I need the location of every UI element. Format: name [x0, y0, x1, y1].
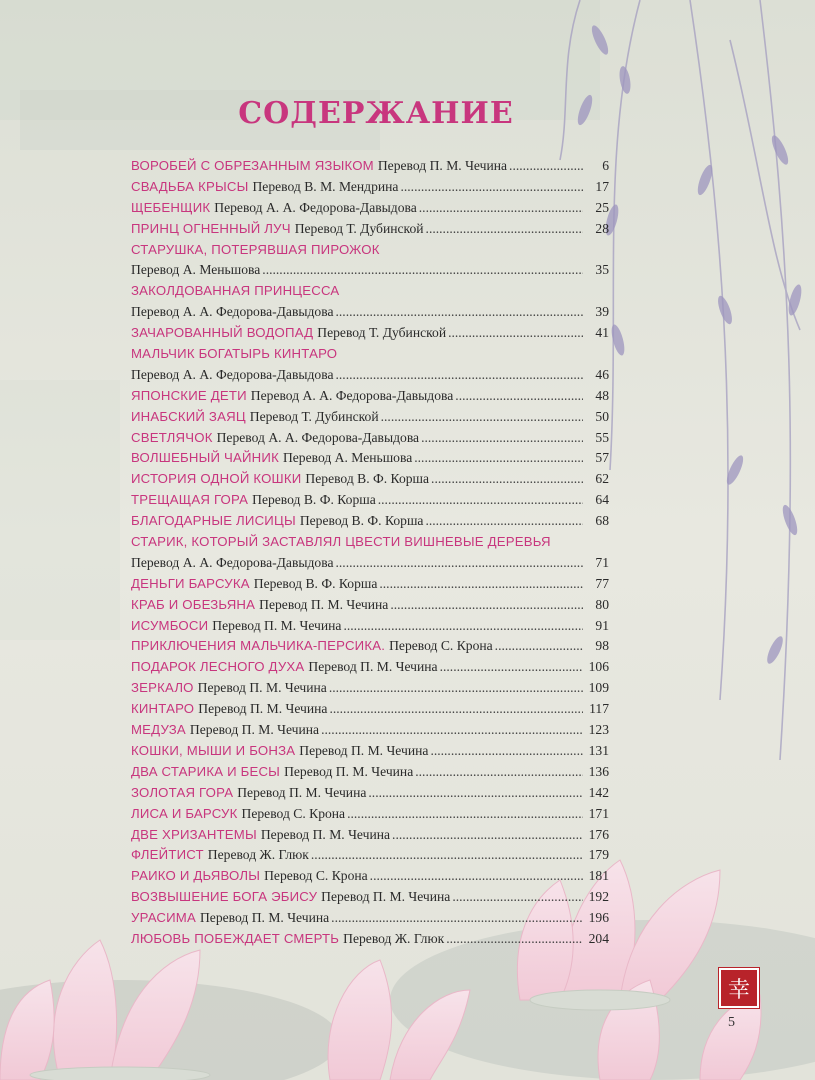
toc-entry-translator: Перевод П. М. Чечина: [299, 742, 429, 758]
toc-entry-title[interactable]: ТРЕЩАЩАЯ ГОРА: [131, 492, 249, 508]
toc-entry[interactable]: [131, 260, 609, 281]
toc-entry-page: 98: [595, 638, 609, 654]
toc-leader-dots: [400, 177, 583, 198]
toc-leader-dots: [321, 720, 583, 741]
toc-entry-title[interactable]: ДВЕ ХРИЗАНТЕМЫ: [131, 826, 257, 842]
toc-entry-translator: Перевод Т. Дубинской: [294, 220, 424, 236]
toc-entry-translator: Перевод В. Ф. Корша: [252, 492, 376, 508]
toc-entry[interactable]: [131, 428, 609, 449]
toc-entry[interactable]: [131, 657, 609, 678]
toc-entry[interactable]: [131, 511, 609, 532]
toc-entry-page: 109: [588, 680, 609, 696]
toc-entry-translator: Перевод Т. Дубинской: [249, 408, 379, 424]
page-title: СОДЕРЖАНИЕ: [238, 96, 514, 131]
toc-leader-dots: [452, 887, 583, 908]
toc-entry[interactable]: [131, 574, 609, 595]
toc-entry-title[interactable]: МАЛЬЧИК БОГАТЫРЬ КИНТАРО: [131, 346, 338, 362]
toc-entry-page: 91: [595, 617, 609, 633]
toc-entry[interactable]: [131, 323, 609, 344]
toc-entry-page: 39: [595, 304, 609, 320]
toc-entry-page: 57: [595, 450, 609, 466]
toc-entry[interactable]: [131, 908, 609, 929]
toc-entry-translator: Перевод П. М. Чечина: [198, 701, 328, 717]
toc-entry-page: 6: [602, 158, 609, 173]
toc-entry-title[interactable]: СВАДЬБА КРЫСЫ: [131, 178, 249, 194]
toc-leader-dots: [329, 699, 583, 720]
toc-leader-dots: [262, 260, 583, 281]
toc-entry-title[interactable]: ПРИКЛЮЧЕНИЯ МАЛЬЧИКА-ПЕРСИКА.: [131, 638, 386, 654]
toc-entry-page: 50: [595, 408, 609, 424]
toc-entry-translator: Перевод П. М. Чечина: [189, 722, 320, 738]
toc-entry-page: 192: [588, 889, 609, 905]
toc-leader-dots: [311, 845, 583, 866]
toc-entry-translator: Перевод В. Ф. Корша: [305, 471, 430, 487]
toc-entry-title[interactable]: ЗОЛОТАЯ ГОРА: [131, 784, 234, 800]
toc-entry-translator: Перевод П. М. Чечина: [284, 763, 414, 779]
toc-leader-dots: [421, 428, 583, 449]
toc-leader-dots: [370, 866, 583, 887]
toc-entry[interactable]: [131, 720, 609, 741]
toc-entry-title[interactable]: ЛЮБОВЬ ПОБЕЖДАЕТ СМЕРТЬ: [131, 930, 340, 946]
toc-leader-dots: [419, 198, 583, 219]
toc-leader-dots: [390, 595, 583, 616]
toc-entry-title-line: [131, 281, 609, 302]
toc-entry-title[interactable]: ВОРОБЕЙ С ОБРЕЗАННЫМ ЯЗЫКОМ: [131, 158, 374, 173]
toc-entry[interactable]: [131, 762, 609, 783]
toc-entry-page: 77: [595, 575, 609, 591]
toc-leader-dots: [381, 407, 583, 428]
toc-entry[interactable]: [131, 490, 609, 511]
toc-entry-translator: Перевод А. А. Федорова-Давыдова: [250, 387, 454, 403]
toc-entry-page: 196: [588, 910, 609, 926]
toc-entry-translator: Перевод А. А. Федорова-Давыдова: [131, 366, 334, 382]
toc-entry-title[interactable]: ФЛЕЙТИСТ: [131, 847, 204, 863]
toc-leader-dots: [415, 762, 583, 783]
seal-icon: 幸: [719, 968, 759, 1008]
toc-leader-dots: [368, 783, 583, 804]
toc-entry-title[interactable]: ИСУМБОСИ: [131, 617, 209, 633]
toc-entry-translator: Перевод С. Крона: [241, 805, 346, 821]
toc-entry-title[interactable]: ЗЕРКАЛО: [131, 680, 194, 696]
toc-entry-title[interactable]: ПОДАРОК ЛЕСНОГО ДУХА: [131, 659, 305, 675]
toc-entry[interactable]: [131, 177, 609, 198]
toc-entry-translator: Перевод С. Крона: [389, 638, 493, 654]
toc-entry-page: 55: [595, 429, 609, 445]
toc-entry-title[interactable]: ЩЕБЕНЩИК: [131, 199, 211, 215]
toc-entry[interactable]: [131, 407, 609, 428]
toc-entry[interactable]: [131, 616, 609, 637]
toc-entry-page: 131: [588, 742, 609, 758]
toc-entry-page: 204: [588, 930, 609, 946]
toc-entry-page: 48: [595, 387, 609, 403]
toc-entry-page: 123: [588, 722, 609, 738]
toc-entry-title[interactable]: СТАРУШКА, ПОТЕРЯВШАЯ ПИРОЖОК: [131, 241, 380, 257]
toc-entry[interactable]: [131, 804, 609, 825]
toc-entry-page: 25: [595, 199, 609, 215]
toc-leader-dots: [379, 574, 583, 595]
toc-leader-dots: [414, 448, 583, 469]
toc-entry-title[interactable]: ДЕНЬГИ БАРСУКА: [131, 575, 250, 591]
page-number: 5: [728, 1015, 735, 1030]
toc-entry-translator: Перевод А. А. Федорова-Давыдова: [131, 554, 334, 570]
toc-entry-title-line: [131, 532, 609, 553]
toc-entry-title[interactable]: КРАБ И ОБЕЗЬЯНА: [131, 596, 256, 612]
toc-entry-translator: Перевод П. М. Чечина: [259, 596, 389, 612]
toc-entry[interactable]: [131, 595, 609, 616]
toc-entry-title[interactable]: ИСТОРИЯ ОДНОЙ КОШКИ: [131, 471, 302, 487]
toc-entry[interactable]: [131, 302, 609, 323]
toc-entry-title[interactable]: СТАРИК, КОТОРЫЙ ЗАСТАВЛЯЛ ЦВЕСТИ ВИШНЕВЫЕ ДЕРЕВЬЯ: [131, 534, 551, 550]
toc-entry[interactable]: [131, 365, 609, 386]
toc-entry-translator: Перевод Т. Дубинской: [317, 325, 447, 341]
toc-entry-translator: Перевод А. Меньшова: [282, 450, 413, 466]
toc-entry-title[interactable]: КИНТАРО: [131, 701, 195, 717]
toc-leader-dots: [426, 219, 583, 240]
table-of-contents: [131, 156, 609, 950]
toc-leader-dots: [430, 741, 583, 762]
toc-entry[interactable]: [131, 783, 609, 804]
toc-entry-page: 71: [595, 554, 609, 570]
toc-entry[interactable]: [131, 866, 609, 887]
toc-leader-dots: [425, 511, 583, 532]
toc-leader-dots: [446, 929, 583, 950]
toc-entry-page: 117: [589, 701, 609, 717]
toc-entry-page: 176: [588, 826, 609, 842]
toc-entry-page: 68: [595, 513, 609, 529]
toc-entry-title[interactable]: ЗАКОЛДОВАННАЯ ПРИНЦЕССА: [131, 283, 340, 299]
toc-leader-dots: [448, 323, 583, 344]
toc-entry-title[interactable]: ПРИНЦ ОГНЕННЫЙ ЛУЧ: [131, 220, 291, 236]
toc-entry-translator: Перевод В. Ф. Корша: [299, 513, 424, 529]
toc-entry-title[interactable]: ИНАБСКИЙ ЗАЯЦ: [131, 408, 246, 424]
toc-entry[interactable]: [131, 825, 609, 846]
toc-entry-translator: Перевод П. М. Чечина: [197, 680, 327, 696]
toc-entry-page: 136: [588, 763, 609, 779]
toc-entry-page: 181: [588, 868, 609, 884]
toc-entry-title-line: [131, 344, 609, 365]
toc-entry[interactable]: [131, 448, 609, 469]
toc-leader-dots: [347, 804, 583, 825]
toc-leader-dots: [343, 616, 583, 637]
toc-entry-translator: Перевод П. М. Чечина: [212, 617, 342, 633]
toc-entry-page: 171: [588, 805, 609, 821]
toc-entry-translator: Перевод П. М. Чечина: [308, 659, 438, 675]
toc-entry[interactable]: [131, 219, 609, 240]
toc-entry-translator: Перевод Ж. Глюк: [343, 930, 445, 946]
toc-entry-page: 179: [588, 847, 609, 863]
toc-entry-title-line: [131, 240, 609, 261]
toc-entry-page: 106: [588, 659, 609, 675]
toc-leader-dots: [378, 490, 583, 511]
toc-leader-dots: [440, 657, 583, 678]
toc-entry-page: 80: [595, 596, 609, 612]
toc-leader-dots: [392, 825, 583, 846]
toc-leader-dots: [336, 302, 584, 323]
toc-leader-dots: [329, 678, 583, 699]
toc-entry[interactable]: [131, 386, 609, 407]
toc-entry[interactable]: [131, 678, 609, 699]
toc-entry-page: 41: [595, 325, 609, 341]
toc-entry-translator: Перевод С. Крона: [264, 868, 368, 884]
toc-entry-translator: Перевод А. А. Федорова-Давыдова: [216, 429, 420, 445]
toc-entry-translator: Перевод П. М. Чечина: [260, 826, 391, 842]
toc-leader-dots: [495, 636, 583, 657]
toc-entry-page: 64: [595, 492, 609, 508]
toc-leader-dots: [455, 386, 583, 407]
toc-entry-title[interactable]: КОШКИ, МЫШИ И БОНЗА: [131, 742, 296, 758]
toc-entry-translator: Перевод В. М. Мендрина: [252, 178, 399, 194]
toc-entry-page: 17: [595, 178, 609, 194]
toc-entry[interactable]: [131, 699, 609, 720]
toc-entry-title[interactable]: РАИКО И ДЬЯВОЛЫ: [131, 868, 261, 884]
toc-entry-translator: Перевод П. М. Чечина: [237, 784, 367, 800]
toc-entry-translator: Перевод В. Ф. Корша: [253, 575, 378, 591]
toc-entry[interactable]: [131, 845, 609, 866]
toc-entry-title[interactable]: ЛИСА И БАРСУК: [131, 805, 238, 821]
toc-entry-translator: Перевод П. М. Чечина: [199, 910, 330, 926]
toc-leader-dots: [331, 908, 583, 929]
toc-entry-page: 28: [595, 220, 609, 236]
toc-leader-dots: [336, 553, 584, 574]
toc-leader-dots: [509, 156, 583, 177]
toc-entry[interactable]: [131, 887, 609, 908]
toc-entry-title[interactable]: ВОЛШЕБНЫЙ ЧАЙНИК: [131, 450, 279, 466]
toc-leader-dots: [336, 365, 584, 386]
toc-entry-title[interactable]: УРАСИМА: [131, 910, 196, 926]
toc-entry-translator: Перевод А. А. Федорова-Давыдова: [214, 199, 417, 215]
toc-entry[interactable]: [131, 636, 609, 657]
toc-entry-title[interactable]: ДВА СТАРИКА И БЕСЫ: [131, 763, 281, 779]
toc-entry[interactable]: [131, 929, 609, 950]
toc-entry-page: 142: [588, 784, 609, 800]
toc-entry[interactable]: [131, 156, 609, 177]
toc-entry[interactable]: [131, 741, 609, 762]
toc-entry[interactable]: [131, 553, 609, 574]
toc-entry-translator: Перевод П. М. Чечина: [321, 889, 451, 905]
toc-entry-translator: Перевод П. М. Чечина: [377, 158, 508, 173]
toc-entry-page: 46: [595, 366, 609, 382]
toc-entry-title[interactable]: ЗАЧАРОВАННЫЙ ВОДОПАД: [131, 325, 314, 341]
toc-entry-translator: Перевод А. Меньшова: [131, 262, 261, 278]
toc-entry-title[interactable]: БЛАГОДАРНЫЕ ЛИСИЦЫ: [131, 513, 296, 529]
toc-entry[interactable]: [131, 198, 609, 219]
toc-entry[interactable]: [131, 469, 609, 490]
toc-entry-title[interactable]: СВЕТЛЯЧОК: [131, 429, 213, 445]
toc-entry-page: 62: [595, 471, 609, 487]
toc-leader-dots: [431, 469, 583, 490]
toc-entry-translator: Перевод А. А. Федорова-Давыдова: [131, 304, 334, 320]
toc-entry-page: 35: [595, 262, 609, 278]
toc-entry-translator: Перевод Ж. Глюк: [207, 847, 309, 863]
toc-entry-title[interactable]: ЯПОНСКИЕ ДЕТИ: [131, 387, 247, 403]
toc-entry-title[interactable]: МЕДУЗА: [131, 722, 186, 738]
toc-entry-title[interactable]: ВОЗВЫШЕНИЕ БОГА ЭБИСУ: [131, 889, 318, 905]
